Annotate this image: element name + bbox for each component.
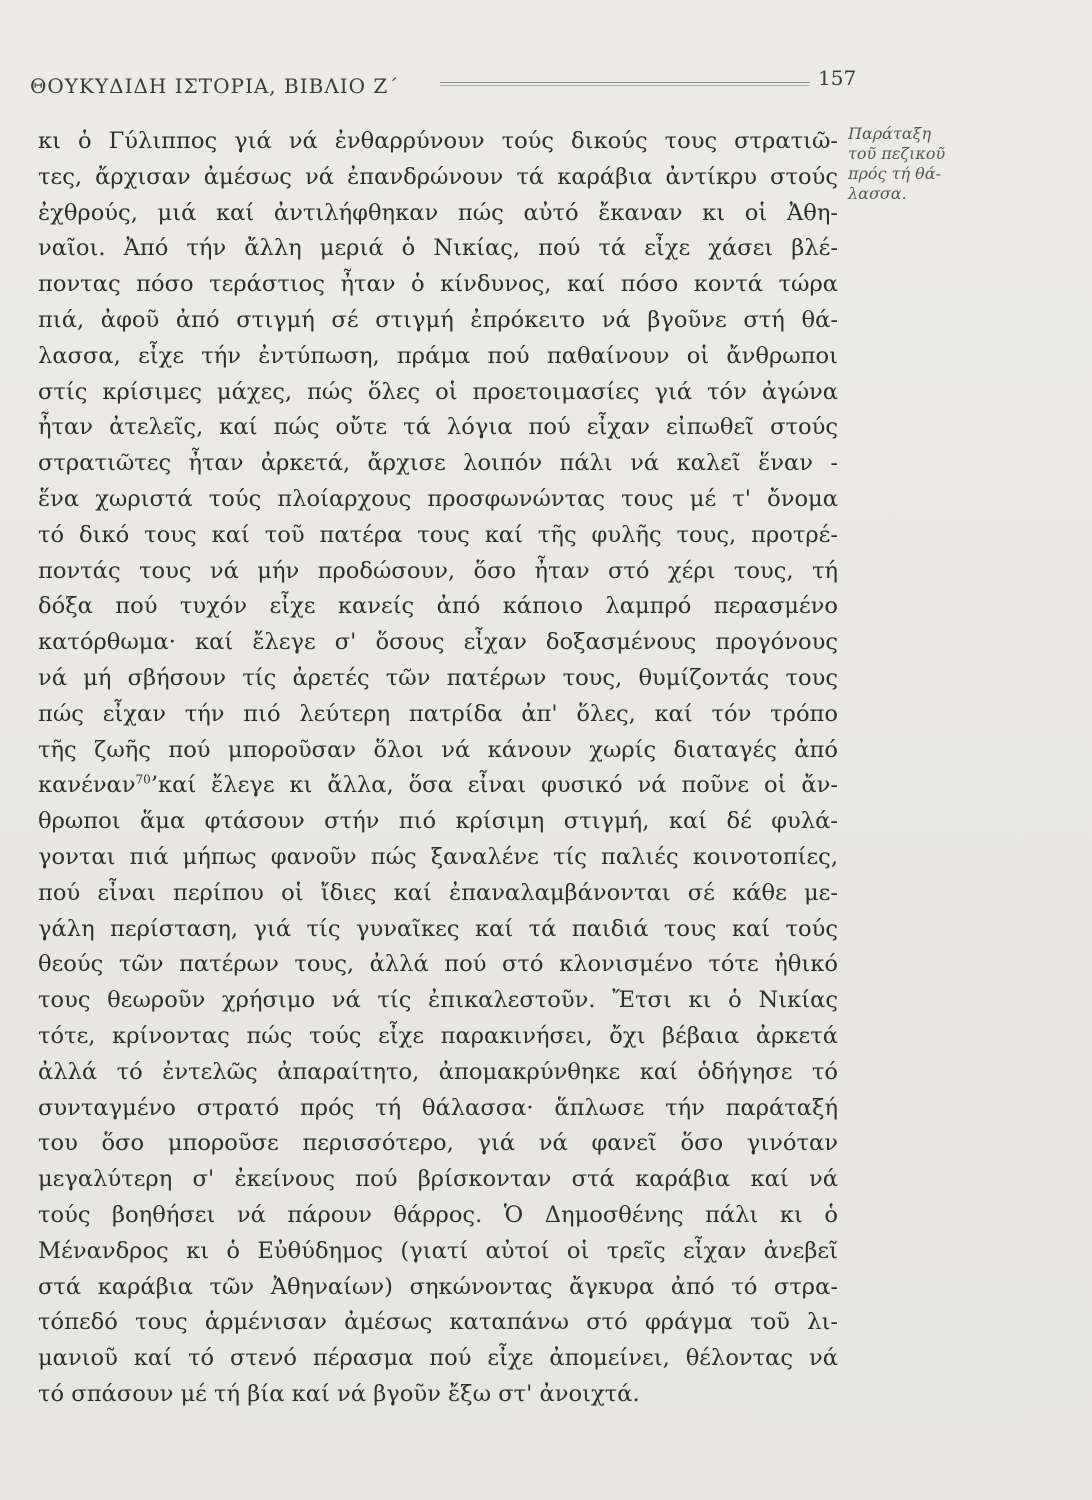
text-line: πιά, ἀφοῦ ἀπό στιγμή σέ στιγμή ἐπρόκειτο νά βγοῦνε στή θά-	[38, 306, 838, 333]
text-line: ἕνα χωριστά τούς πλοίαρχους προσφωνώντας τους μέ τ' ὄνομα	[38, 485, 838, 512]
running-title: ΘΟΥΚΥΔΙΔΗ ΙΣΤΟΡΙΑ, ΒΙΒΛΙΟ Ζ΄	[30, 74, 400, 98]
text-line: του ὅσο μποροῦσε περισσότερο, γιά νά φανεῖ ὅσο γινόταν	[38, 1130, 838, 1157]
body-text	[38, 124, 838, 1413]
text-line: ἀλλά τό ἐντελῶς ἀπαραίτητο, ἀπομακρύνθηκε καί ὁδήγησε τό	[38, 1058, 838, 1085]
text-line: στά καράβια τῶν Ἀθηναίων) σηκώνοντας ἄγκυρα ἀπό τό στρα-	[38, 1273, 838, 1300]
text-line: τόπεδό τους ἁρμένισαν ἀμέσως καταπάνω στό φράγμα τοῦ λι-	[38, 1309, 838, 1336]
text-line: συνταγμένο στρατό πρός τή θάλασσα· ἅπλωσε τήν παράταξή	[38, 1094, 838, 1121]
text-line: ναῖοι. Ἀπό τήν ἄλλη μεριά ὁ Νικίας, πού τά εἶχε χάσει βλέ-	[38, 235, 838, 262]
text-line: πού εἶναι περίπου οἱ ἴδιες καί ἐπαναλαμβάνονται σέ κάθε με-	[38, 879, 838, 906]
text-line: ποντας πόσο τεράστιος ἦταν ὁ κίνδυνος, καί πόσο κοντά τώρα	[38, 271, 838, 298]
text-line: θρωποι ἅμα φτάσουν στήν πιό κρίσιμη στιγμή, καί δέ φυλά-	[38, 808, 838, 835]
text-line: γονται πιά μήπως φανοῦν πώς ξαναλένε τίς παλιές κοινοτοπίες,	[38, 843, 838, 870]
text-line-last: τό σπάσουν μέ τή βία καί νά βγοῦν ἔξω στ' ἀνοιχτά.	[38, 1380, 640, 1407]
text-line: λασσα, εἶχε τήν ἐντύπωση, πράμα πού παθαίνουν οἱ ἄνθρωποι	[38, 342, 838, 369]
text-line: μεγαλύτερη σ' ἐκείνους πού βρίσκονταν στά καράβια καί νά	[38, 1166, 838, 1193]
text-line: μανιοῦ καί τό στενό πέρασμα πού εἶχε ἀπομείνει, θέλοντας νά	[38, 1345, 838, 1372]
text-line-with-footnote: κανέναν$^{70}$’καί ἔλεγε κι ἄλλα, ὅσα εἶναι φυσικό νά ποῦνε οἱ ἄν-	[38, 772, 838, 799]
margin-note-line: λασσα.	[848, 184, 907, 203]
text-line: τες, ἄρχισαν ἀμέσως νά ἐπανδρώνουν τά καράβια ἀντίκρυ στούς	[38, 163, 838, 190]
header-rule	[440, 82, 810, 86]
margin-note-line: Παράταξη	[848, 124, 932, 143]
margin-note-line: τοῦ πεζικοῦ	[848, 144, 946, 163]
text-line: τό δικό τους καί τοῦ πατέρα τους καί τῆς φυλῆς τους, προτρέ-	[38, 521, 838, 548]
text-line: κατόρθωμα· καί ἔλεγε σ' ὅσους εἶχαν δοξασμένους προγόνους	[38, 629, 838, 656]
text-line: τότε, κρίνοντας πώς τούς εἶχε παρακινήσει, ὄχι βέβαια ἀρκετά	[38, 1022, 838, 1049]
text-line: στρατιῶτες ἦταν ἀρκετά, ἄρχισε λοιπόν πάλι νά καλεῖ ἕναν -	[38, 450, 838, 477]
text-line: δόξα πού τυχόν εἶχε κανείς ἀπό κάποιο λαμπρό περασμένο	[38, 593, 838, 620]
running-header	[30, 66, 857, 98]
text-line: γάλη περίσταση, γιά τίς γυναῖκες καί τά παιδιά τους καί τούς	[38, 915, 838, 942]
text-line: ποντάς τους νά μήν προδώσουν, ὅσο ἦταν στό χέρι τους, τή	[38, 557, 838, 584]
text-line: θεούς τῶν πατέρων τους, ἀλλά πού στό κλονισμένο τότε ἠθικό	[38, 951, 838, 978]
text-line: τῆς ζωῆς πού μποροῦσαν ὅλοι νά κάνουν χωρίς διαταγές ἀπό	[38, 736, 838, 763]
margin-note-line: πρός τή θά-	[848, 164, 941, 183]
text-segment: κανέναν	[38, 772, 136, 799]
text-line: νά μή σβήσουν τίς ἀρετές τῶν πατέρων τους, θυμίζοντάς τους	[38, 664, 838, 691]
text-line: τούς βοηθήσει νά πάρουν θάρρος. Ὁ Δημοσθένης πάλι κι ὁ	[38, 1201, 838, 1228]
page-number: 157	[818, 66, 857, 90]
text-line: κι ὁ Γύλιππος γιά νά ἐνθαρρύνουν τούς δικούς τους στρατιῶ-	[38, 128, 838, 154]
text-line: τους θεωροῦν χρήσιμο νά τίς ἐπικαλεστοῦν. Ἔτσι κι ὁ Νικίας	[38, 987, 838, 1014]
text-line: ἐχθρούς, μιά καί ἀντιλήφθηκαν πώς αὐτό ἔκαναν κι οἱ Ἀθη-	[38, 199, 838, 226]
text-line: Μένανδρος κι ὁ Εὐθύδημος (γιατί αὐτοί οἱ τρεῖς εἶχαν ἀνεβεῖ	[38, 1237, 838, 1264]
text-line: ἦταν ἀτελεῖς, καί πώς οὔτε τά λόγια πού εἶχαν εἰπωθεῖ στούς	[38, 414, 838, 441]
footnote-marker: 70	[135, 772, 151, 787]
text-segment: καί ἔλεγε κι ἄλλα, ὅσα εἶναι φυσικό νά ποῦνε οἱ ἄν-	[158, 772, 838, 799]
text-line: στίς κρίσιμες μάχες, πώς ὅλες οἱ προετοιμασίες γιά τόν ἀγώνα	[38, 378, 838, 405]
margin-note	[848, 124, 998, 204]
text-line: πώς εἶχαν τήν πιό λεύτερη πατρίδα ἀπ' ὅλες, καί τόν τρόπο	[38, 700, 838, 727]
